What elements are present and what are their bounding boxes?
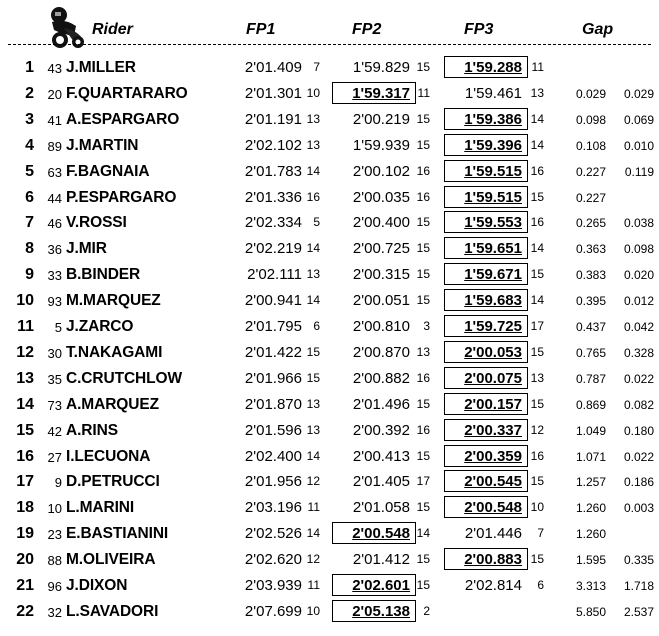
fp3-time: 2'00.075	[464, 369, 522, 387]
fp3-time: 1'59.515	[464, 188, 522, 206]
fp1-lap: 16	[306, 189, 320, 204]
fp3-time: 1'59.396	[464, 136, 522, 154]
fp2-time: 2'02.601	[352, 577, 410, 594]
gap-to-first: 0.765	[575, 345, 606, 360]
rider-name: V.ROSSI	[66, 214, 127, 232]
position-number: 2	[25, 84, 34, 102]
header-fp1: FP1	[246, 21, 276, 38]
fp2-time: 2'00.315	[352, 266, 410, 284]
gap-to-first: 5.850	[575, 604, 606, 619]
fp1-time: 2'01.422	[244, 343, 302, 361]
fp1-lap: 14	[306, 293, 320, 308]
rider-number: 63	[47, 164, 62, 180]
gap-to-first: 0.108	[575, 138, 606, 153]
position-number: 9	[25, 266, 34, 284]
header-rider: Rider	[92, 21, 133, 38]
rider-number: 73	[47, 397, 62, 413]
header-fp3: FP3	[464, 21, 494, 38]
fp2-time: 1'59.939	[352, 136, 410, 154]
fp1-lap: 13	[306, 422, 320, 437]
fp2-time: 2'00.725	[352, 240, 410, 258]
gap-to-first: 0.869	[575, 397, 606, 412]
fp3-lap: 16	[530, 163, 544, 178]
fp1-time: 2'03.939	[244, 577, 302, 594]
gap-to-previous: 0.180	[623, 423, 654, 438]
fp1-lap: 15	[306, 370, 320, 385]
fp2-lap: 2	[423, 603, 430, 618]
fp3-time: 1'59.461	[464, 84, 522, 102]
rider-name: L.SAVADORI	[66, 602, 159, 620]
fp1-time: 2'02.219	[244, 240, 302, 258]
fp3-time: 1'59.386	[464, 110, 522, 128]
fp3-time: 1'59.651	[464, 240, 522, 258]
gap-to-first: 1.260	[575, 501, 606, 516]
gap-to-previous: 0.022	[623, 449, 654, 464]
fp3-lap: 14	[530, 293, 544, 308]
fp2-lap: 17	[416, 474, 430, 489]
position-number: 1	[25, 59, 34, 76]
gap-to-previous: 0.029	[623, 86, 654, 101]
fp3-time: 1'59.671	[464, 266, 522, 284]
gap-to-previous: 0.042	[623, 320, 654, 334]
fp2-lap: 16	[416, 370, 430, 385]
fp3-time: 1'59.288	[464, 59, 522, 76]
rider-name: M.OLIVEIRA	[66, 551, 156, 569]
rider-name: J.MARTIN	[66, 136, 139, 154]
rider-name: L.MARINI	[66, 499, 135, 517]
fp1-lap: 13	[306, 267, 320, 282]
fp2-time: 2'01.405	[352, 473, 410, 491]
fp2-lap: 15	[416, 267, 430, 282]
fp3-lap: 7	[537, 526, 544, 541]
fp1-time: 2'01.870	[244, 395, 302, 413]
gap-to-first: 0.395	[575, 294, 606, 309]
gap-to-previous: 0.186	[623, 475, 654, 490]
fp2-lap: 15	[416, 578, 430, 592]
fp3-lap: 15	[530, 474, 544, 489]
rider-name: M.MARQUEZ	[66, 292, 161, 310]
fp1-lap: 10	[306, 603, 320, 618]
fp2-lap: 14	[416, 526, 430, 541]
fp3-time: 1'59.683	[464, 292, 522, 310]
rider-number: 44	[47, 190, 62, 206]
fp3-time: 2'02.814	[464, 577, 522, 594]
fp2-time: 2'00.219	[352, 110, 410, 128]
fp3-time: 2'00.883	[464, 551, 522, 569]
fp2-time: 2'00.102	[352, 162, 410, 180]
gap-to-first: 0.227	[575, 164, 606, 179]
fp2-lap: 15	[416, 293, 430, 308]
fp3-lap: 15	[530, 189, 544, 204]
rider-number: 88	[47, 553, 62, 569]
gap-to-previous: 0.022	[623, 371, 654, 386]
gap-to-previous: 0.020	[623, 268, 654, 283]
rider-name: A.MARQUEZ	[66, 395, 159, 413]
fp2-time: 2'00.400	[352, 214, 410, 232]
rider-number: 20	[47, 86, 62, 102]
rider-number: 9	[54, 475, 62, 491]
fp2-time: 2'00.051	[352, 292, 410, 310]
position-number: 5	[25, 162, 34, 180]
position-number: 10	[16, 292, 34, 310]
header-gap: Gap	[582, 21, 614, 38]
gap-to-first: 0.787	[575, 371, 606, 386]
gap-to-previous: 0.003	[623, 501, 654, 516]
rider-name: A.RINS	[66, 421, 118, 439]
rider-number: 41	[47, 112, 62, 128]
fp2-lap: 16	[416, 422, 430, 437]
rider-number: 42	[47, 423, 62, 439]
rider-number: 93	[47, 294, 62, 310]
rider-name: F.QUARTARARO	[66, 84, 188, 102]
fp1-lap: 10	[306, 85, 320, 100]
rider-number: 89	[47, 138, 62, 154]
header-divider	[8, 44, 651, 45]
fp3-time: 1'59.553	[464, 214, 522, 232]
gap-to-previous: 0.012	[623, 294, 654, 309]
fp2-lap: 15	[416, 241, 430, 256]
position-number: 7	[25, 214, 34, 232]
fp1-lap: 13	[306, 111, 320, 126]
fp2-lap: 15	[416, 448, 430, 463]
position-number: 16	[16, 447, 34, 465]
gap-to-previous: 0.069	[623, 112, 654, 127]
fp3-lap: 16	[530, 215, 544, 230]
gap-to-previous: 0.010	[623, 138, 654, 153]
fp1-time: 2'01.409	[244, 59, 302, 76]
rider-number: 23	[47, 527, 62, 543]
gap-to-first: 0.265	[575, 216, 606, 231]
fp2-time: 2'00.810	[352, 318, 410, 335]
rider-name: J.MILLER	[66, 59, 136, 76]
rider-number: 32	[47, 604, 62, 620]
fp3-time: 2'00.545	[464, 473, 522, 491]
fp3-lap: 14	[530, 241, 544, 256]
fp1-time: 2'01.783	[244, 162, 302, 180]
fp1-time: 2'01.301	[244, 84, 302, 102]
position-number: 4	[25, 136, 34, 154]
fp2-lap: 15	[416, 60, 430, 74]
fp3-time: 1'59.515	[464, 162, 522, 180]
fp1-lap: 14	[306, 163, 320, 178]
fp2-time: 2'00.035	[352, 188, 410, 206]
rider-name: C.CRUTCHLOW	[66, 369, 182, 387]
position-number: 12	[16, 343, 34, 361]
fp1-lap: 12	[306, 552, 320, 567]
fp3-time: 1'59.725	[464, 318, 522, 335]
gap-to-first: 1.257	[575, 475, 606, 490]
gap-to-previous: 0.119	[624, 164, 654, 179]
rider-number: 46	[47, 216, 62, 232]
fp2-lap: 15	[416, 137, 430, 152]
fp3-time: 2'00.053	[464, 343, 522, 361]
fp3-lap: 14	[530, 111, 544, 126]
fp1-lap: 15	[306, 344, 320, 359]
fp3-lap: 16	[530, 448, 544, 463]
fp1-lap: 6	[313, 319, 320, 333]
fp1-time: 2'02.102	[244, 136, 302, 154]
gap-to-first: 3.313	[575, 579, 606, 593]
fp3-lap: 10	[530, 500, 544, 515]
rider-name: P.ESPARGARO	[66, 188, 177, 206]
fp2-time: 2'00.392	[352, 421, 410, 439]
rider-number: 96	[47, 579, 62, 594]
fp3-time: 2'00.337	[464, 421, 522, 439]
rider-number: 36	[47, 242, 62, 258]
rider-name: I.LECUONA	[66, 447, 151, 465]
rider-name: A.ESPARGARO	[66, 110, 180, 128]
fp3-lap: 12	[530, 422, 544, 437]
fp2-time: 2'05.138	[352, 602, 410, 620]
fp1-time: 2'02.111	[247, 266, 302, 284]
fp2-time: 2'01.058	[352, 499, 410, 517]
position-number: 8	[25, 240, 34, 258]
gap-to-first: 1.071	[575, 449, 606, 464]
position-number: 21	[16, 577, 34, 594]
fp1-lap: 7	[313, 60, 320, 74]
fp1-lap: 14	[306, 241, 320, 256]
fp1-time: 2'01.336	[244, 188, 302, 206]
fp3-lap: 15	[530, 344, 544, 359]
rider-name: D.PETRUCCI	[66, 473, 160, 491]
gap-to-first: 1.260	[575, 527, 606, 542]
position-number: 14	[16, 395, 34, 413]
rider-name: B.BINDER	[66, 266, 141, 284]
fp1-time: 2'02.526	[244, 525, 302, 543]
gap-to-first: 0.437	[575, 320, 606, 334]
fp1-lap: 14	[306, 526, 320, 541]
position-number: 17	[16, 473, 34, 491]
gap-to-previous: 2.537	[623, 604, 654, 619]
fp1-time: 2'01.596	[244, 421, 302, 439]
fp2-lap: 15	[416, 500, 430, 515]
fp3-lap: 15	[530, 552, 544, 567]
fp3-lap: 13	[530, 85, 544, 100]
position-number: 22	[16, 602, 34, 620]
gap-to-first: 0.029	[575, 86, 606, 101]
position-number: 15	[16, 421, 34, 439]
fp1-lap: 12	[306, 474, 320, 489]
fp2-time: 2'00.413	[352, 447, 410, 465]
gap-to-previous: 0.335	[623, 553, 654, 568]
fp1-time: 2'02.334	[244, 214, 302, 232]
fp2-time: 2'01.496	[352, 395, 410, 413]
position-number: 11	[17, 318, 34, 335]
fp1-time: 2'01.795	[244, 318, 302, 335]
position-number: 19	[16, 525, 34, 543]
fp3-lap: 14	[530, 137, 544, 152]
fp3-lap: 17	[530, 319, 544, 333]
rider-number: 33	[47, 268, 62, 284]
gap-to-previous: 0.082	[623, 397, 654, 412]
fp2-lap: 3	[423, 319, 430, 333]
fp3-time: 2'00.157	[464, 395, 522, 413]
gap-to-first: 0.383	[575, 268, 606, 283]
fp1-lap: 13	[306, 396, 320, 411]
fp2-lap: 15	[416, 552, 430, 567]
fp3-lap: 15	[530, 396, 544, 411]
fp2-lap: 11	[417, 85, 430, 100]
fp3-lap: 6	[537, 578, 544, 592]
fp2-lap: 16	[416, 189, 430, 204]
fp1-time: 2'01.966	[244, 369, 302, 387]
fp3-time: 2'00.548	[464, 499, 522, 517]
rider-name: T.NAKAGAMI	[66, 343, 163, 361]
rider-name: F.BAGNAIA	[66, 162, 150, 180]
gap-to-previous: 0.328	[623, 345, 654, 360]
fp1-time: 2'01.191	[244, 110, 302, 128]
fp3-time: 2'00.359	[464, 447, 522, 465]
fp1-time: 2'01.956	[244, 473, 302, 491]
position-number: 6	[25, 188, 34, 206]
header-fp2: FP2	[352, 21, 382, 38]
rider-name: J.DIXON	[66, 577, 128, 594]
position-number: 18	[16, 499, 34, 517]
position-number: 20	[16, 551, 34, 569]
fp3-lap: 11	[531, 60, 544, 74]
gap-to-first: 1.049	[575, 423, 606, 438]
rider-number: 10	[47, 501, 62, 517]
fp2-time: 2'00.548	[352, 525, 410, 543]
rider-name: J.ZARCO	[66, 318, 134, 335]
fp2-time: 2'00.882	[352, 369, 410, 387]
fp2-time: 1'59.317	[352, 84, 410, 102]
fp1-time: 2'07.699	[244, 602, 302, 620]
rider-number: 30	[47, 345, 62, 361]
position-number: 3	[25, 110, 34, 128]
gap-to-previous: 0.038	[623, 216, 654, 231]
fp1-time: 2'00.941	[244, 292, 302, 310]
fp2-time: 2'01.412	[352, 551, 410, 569]
position-number: 13	[16, 369, 34, 387]
rider-number: 5	[54, 320, 62, 335]
gap-to-previous: 1.718	[623, 579, 654, 593]
fp1-lap: 11	[307, 578, 320, 592]
fp2-lap: 15	[416, 396, 430, 411]
fp1-lap: 14	[306, 448, 320, 463]
fp1-time: 2'02.400	[244, 447, 302, 465]
gap-to-first: 0.363	[575, 242, 606, 257]
fp1-lap: 11	[307, 500, 320, 515]
fp1-lap: 13	[306, 137, 320, 152]
rider-name: E.BASTIANINI	[66, 525, 169, 543]
fp3-time: 2'01.446	[464, 525, 522, 543]
fp3-lap: 15	[530, 267, 544, 282]
fp1-lap: 5	[313, 215, 320, 230]
fp2-lap: 15	[416, 215, 430, 230]
gap-to-first: 0.098	[575, 112, 606, 127]
rider-number: 35	[47, 371, 62, 387]
fp2-time: 2'00.870	[352, 343, 410, 361]
rider-number: 27	[47, 449, 62, 465]
rider-name: J.MIR	[66, 240, 107, 258]
fp2-lap: 15	[416, 111, 430, 126]
gap-to-previous: 0.098	[623, 242, 654, 257]
gap-to-first: 1.595	[575, 553, 606, 568]
fp1-time: 2'02.620	[244, 551, 302, 569]
fp2-lap: 16	[416, 163, 430, 178]
rider-number: 43	[47, 61, 62, 76]
fp1-time: 2'03.196	[244, 499, 302, 517]
gap-to-first: 0.227	[575, 190, 606, 205]
fp2-time: 1'59.829	[352, 59, 410, 76]
fp3-lap: 13	[530, 370, 544, 385]
fp2-lap: 13	[416, 344, 430, 359]
